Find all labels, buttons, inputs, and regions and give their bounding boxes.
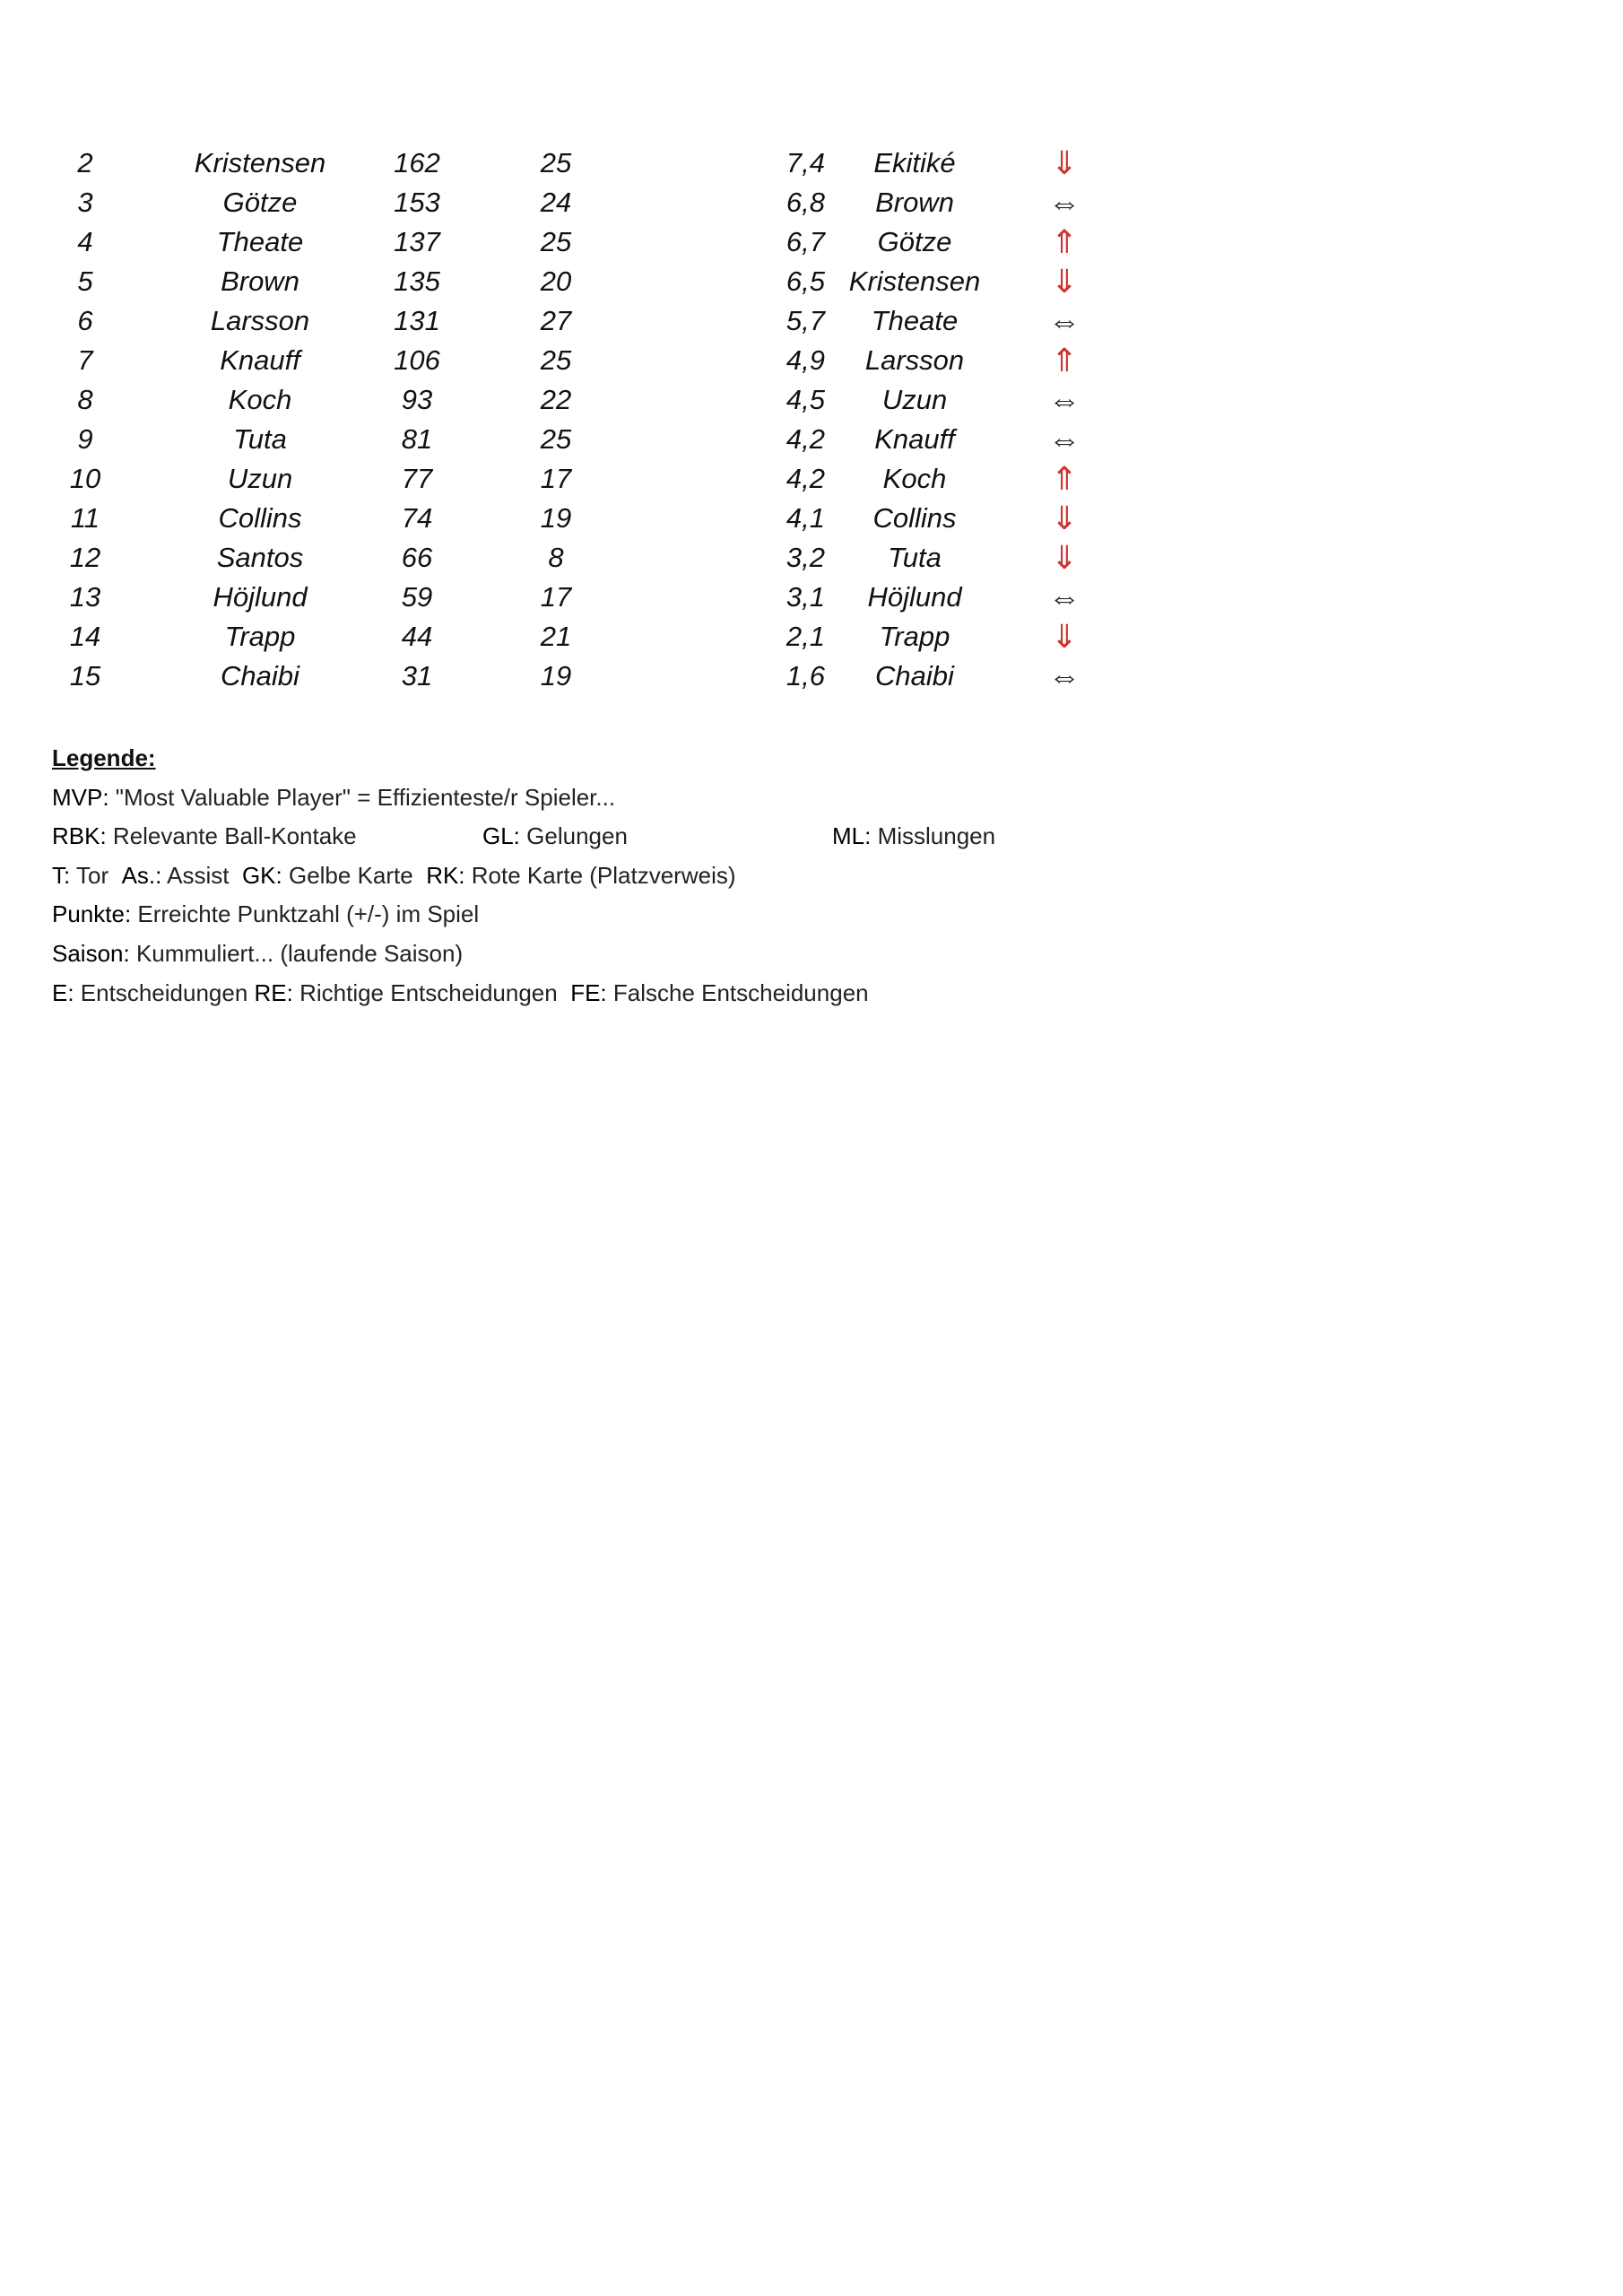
points-cell: 131 <box>394 305 440 336</box>
points-cell: 31 <box>401 660 433 691</box>
points-cell: 74 <box>401 502 433 534</box>
table-row <box>0 144 1623 183</box>
legend <box>52 739 996 1013</box>
legend-ml-label: ML: <box>832 822 872 850</box>
table-row <box>0 222 1623 262</box>
points-cell: 59 <box>401 581 433 613</box>
legend-rk-text: Rote Karte (Platzverweis) <box>464 861 736 889</box>
table-row <box>0 341 1623 380</box>
table-row <box>0 420 1623 459</box>
trend-down-icon: ⇓ <box>1050 539 1079 576</box>
legend-gl-label: GL: <box>482 822 520 850</box>
season-cell: 8 <box>548 542 564 573</box>
legend-t-label: T: <box>52 861 71 889</box>
season-cell: 19 <box>540 502 572 534</box>
player-name-cell: Götze <box>222 187 298 218</box>
mvp-name-cell: Knauff <box>874 423 955 455</box>
mvp-value-cell: 1,6 <box>785 660 825 691</box>
points-cell: 66 <box>401 542 433 573</box>
mvp-name-cell: Kristensen <box>848 265 981 297</box>
mvp-value-cell: 2,1 <box>785 621 825 652</box>
season-cell: 17 <box>540 463 572 494</box>
points-cell: 81 <box>401 423 433 455</box>
player-name-cell: Trapp <box>224 621 296 652</box>
legend-as-label: As.: <box>121 861 162 889</box>
player-name-cell: Kristensen <box>194 147 326 178</box>
mvp-value-cell: 4,2 <box>785 463 825 494</box>
season-cell: 25 <box>540 147 572 178</box>
legend-fe-text: Falsche Entscheidungen <box>606 978 869 1006</box>
legend-mvp-text: "Most Valuable Player" = Effizienteste/r Spieler... <box>108 783 616 811</box>
legend-rbk-label: RBK: <box>52 822 107 850</box>
mvp-value-cell: 5,7 <box>785 305 825 336</box>
points-cell: 77 <box>401 463 433 494</box>
mvp-value-cell: 6,7 <box>785 226 825 257</box>
player-name-cell: Santos <box>216 542 304 573</box>
rank-cell: 11 <box>70 502 100 534</box>
legend-re-text: Richtige Entscheidungen <box>292 978 564 1006</box>
season-cell: 20 <box>540 265 572 297</box>
legend-mvp <box>52 778 869 818</box>
mvp-name-cell: Theate <box>871 305 959 336</box>
legend-punkte-label: Punkte: <box>52 900 132 928</box>
season-cell: 22 <box>540 384 572 415</box>
legend-rbk-gl-ml <box>52 817 996 857</box>
legend-t-text: Tor <box>70 861 109 889</box>
trend-up-icon: ⇑ <box>1050 460 1079 497</box>
mvp-value-cell: 6,8 <box>785 187 825 218</box>
player-name-cell: Uzun <box>227 463 293 494</box>
legend-gl-text: Gelungen <box>519 822 628 850</box>
trend-same-icon: ⇔ <box>1048 302 1081 339</box>
table-row <box>0 578 1623 617</box>
player-name-cell: Theate <box>216 226 304 257</box>
player-name-cell: Knauff <box>220 344 300 376</box>
season-cell: 27 <box>540 305 572 336</box>
rank-cell: 6 <box>77 305 93 336</box>
points-cell: 135 <box>394 265 440 297</box>
mvp-value-cell: 6,5 <box>785 265 825 297</box>
rank-cell: 3 <box>77 187 93 218</box>
player-name-cell: Koch <box>228 384 292 415</box>
player-name-cell: Larsson <box>210 305 310 336</box>
mvp-value-cell: 4,5 <box>785 384 825 415</box>
mvp-name-cell: Collins <box>872 502 957 534</box>
trend-same-icon: ⇔ <box>1048 578 1081 615</box>
table-row <box>0 499 1623 538</box>
season-cell: 25 <box>540 423 572 455</box>
rank-cell: 13 <box>69 581 101 613</box>
trend-same-icon: ⇔ <box>1048 381 1081 418</box>
legend-as-text: Assist <box>161 861 230 889</box>
mvp-name-cell: Ekitiké <box>873 147 956 178</box>
mvp-value-cell: 4,2 <box>785 423 825 455</box>
rank-cell: 5 <box>77 265 93 297</box>
legend-cards <box>52 857 869 896</box>
mvp-name-cell: Brown <box>875 187 954 218</box>
points-cell: 44 <box>401 621 433 652</box>
legend-saison-label: Saison: <box>52 939 130 967</box>
rank-cell: 14 <box>69 621 101 652</box>
player-name-cell: Collins <box>218 502 302 534</box>
table-row <box>0 183 1623 222</box>
table-row <box>0 657 1623 696</box>
season-cell: 24 <box>540 187 572 218</box>
mvp-name-cell: Uzun <box>881 384 948 415</box>
legend-punkte-text: Erreichte Punktzahl (+/-) im Spiel <box>131 900 480 928</box>
legend-ml-text: Misslungen <box>871 822 996 850</box>
rank-cell: 4 <box>77 226 93 257</box>
mvp-name-cell: Trapp <box>879 621 950 652</box>
legend-gk-text: Gelbe Karte <box>282 861 413 889</box>
trend-down-icon: ⇓ <box>1050 618 1079 655</box>
table-row <box>0 617 1623 657</box>
legend-gk-label: GK: <box>241 861 282 889</box>
player-name-cell: Höjlund <box>213 581 308 613</box>
trend-down-icon: ⇓ <box>1050 500 1079 536</box>
legend-fe-label: FE: <box>570 978 607 1006</box>
rank-cell: 9 <box>77 423 93 455</box>
season-cell: 17 <box>540 581 572 613</box>
mvp-value-cell: 3,2 <box>785 542 825 573</box>
mvp-name-cell: Höjlund <box>867 581 962 613</box>
points-cell: 93 <box>401 384 433 415</box>
trend-same-icon: ⇔ <box>1048 421 1081 457</box>
table-row <box>0 301 1623 341</box>
player-name-cell: Chaibi <box>221 660 299 691</box>
rank-cell: 8 <box>77 384 93 415</box>
legend-mvp-label: MVP: <box>52 783 109 811</box>
trend-up-icon: ⇑ <box>1050 223 1079 260</box>
points-cell: 162 <box>394 147 440 178</box>
mvp-value-cell: 3,1 <box>785 581 825 613</box>
points-cell: 153 <box>394 187 440 218</box>
mvp-name-cell: Koch <box>882 463 947 494</box>
rank-cell: 15 <box>69 660 101 691</box>
rank-cell: 2 <box>77 147 93 178</box>
legend-e-text: Entscheidungen <box>74 978 255 1006</box>
trend-same-icon: ⇔ <box>1048 657 1081 694</box>
trend-down-icon: ⇓ <box>1050 144 1079 181</box>
table-row <box>0 262 1623 301</box>
legend-rk-label: RK: <box>426 861 465 889</box>
legend-rbk-text: Relevante Ball-Kontake <box>106 822 357 850</box>
season-cell: 21 <box>540 621 572 652</box>
rank-cell: 7 <box>77 344 93 376</box>
rank-cell: 10 <box>69 463 101 494</box>
table-row <box>0 538 1623 578</box>
legend-saison <box>52 935 869 974</box>
points-cell: 106 <box>394 344 440 376</box>
legend-saison-text: Kummuliert... (laufende Saison) <box>129 939 464 967</box>
legend-e-label: E: <box>52 978 74 1006</box>
mvp-name-cell: Chaibi <box>875 660 954 691</box>
rank-cell: 12 <box>69 542 101 573</box>
table-row <box>0 459 1623 499</box>
mvp-name-cell: Tuta <box>888 542 942 573</box>
trend-same-icon: ⇔ <box>1048 184 1081 221</box>
season-cell: 25 <box>540 226 572 257</box>
legend-re-label: RE: <box>254 978 293 1006</box>
player-name-cell: Brown <box>221 265 299 297</box>
legend-punkte <box>52 895 869 935</box>
trend-down-icon: ⇓ <box>1050 263 1079 300</box>
points-cell: 137 <box>394 226 440 257</box>
mvp-name-cell: Larsson <box>864 344 965 376</box>
trend-up-icon: ⇑ <box>1050 342 1079 378</box>
player-name-cell: Tuta <box>233 423 287 455</box>
legend-decisions <box>52 974 869 1013</box>
mvp-value-cell: 4,1 <box>785 502 825 534</box>
legend-title: Legende: <box>52 744 156 771</box>
mvp-value-cell: 4,9 <box>785 344 825 376</box>
season-cell: 19 <box>540 660 572 691</box>
mvp-value-cell: 7,4 <box>785 147 825 178</box>
mvp-name-cell: Götze <box>877 226 952 257</box>
table-row <box>0 380 1623 420</box>
season-cell: 25 <box>540 344 572 376</box>
ranking-table <box>0 144 1623 696</box>
